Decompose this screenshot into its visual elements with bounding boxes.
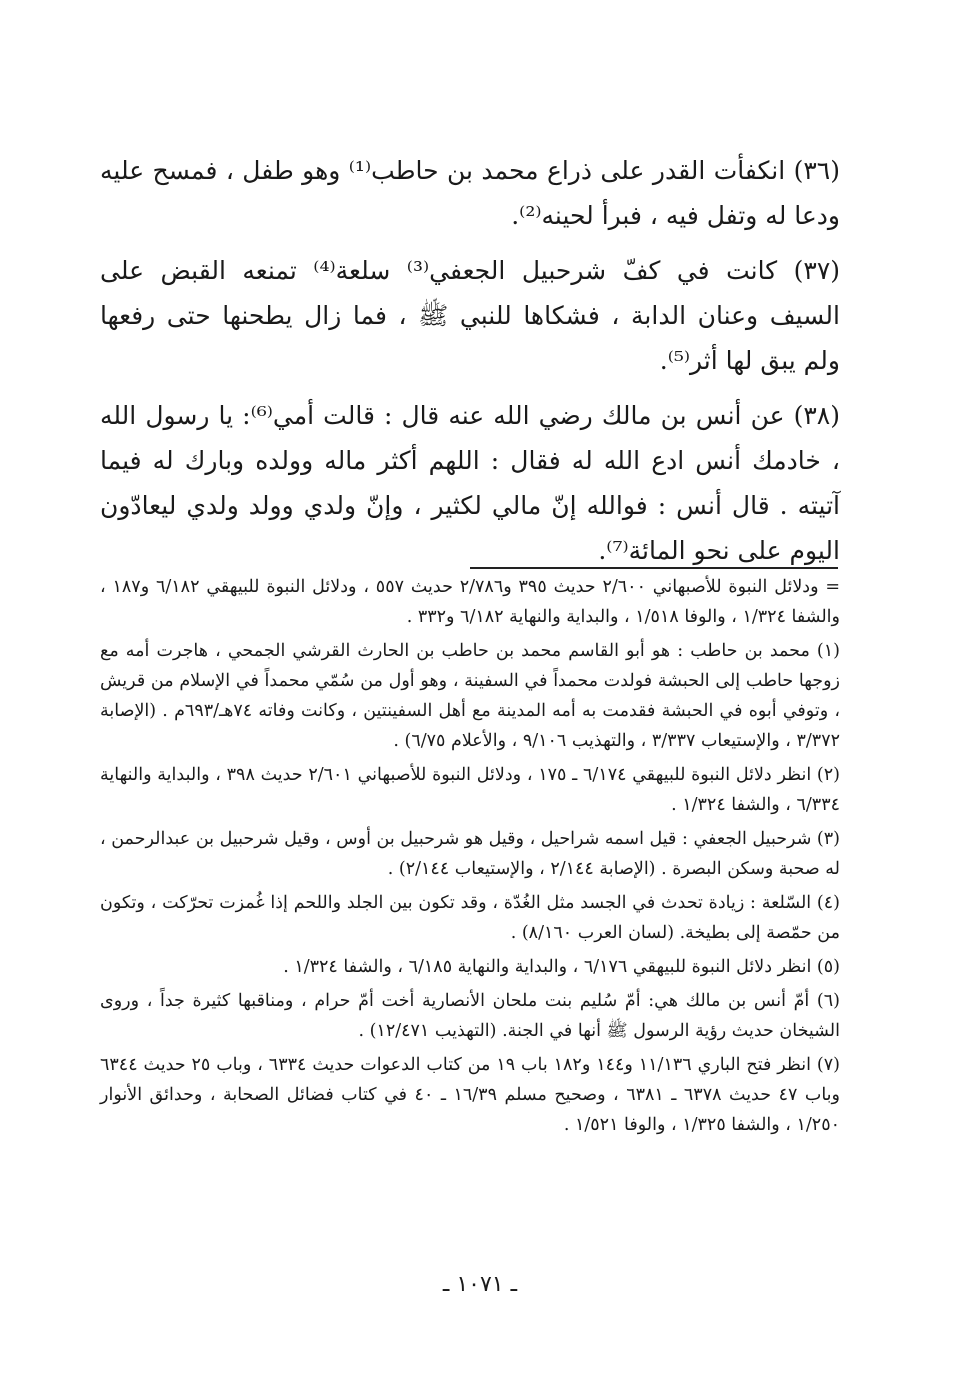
footnote-3: (٣) شرحبيل الجعفي : قيل اسمه شراحيل ، وقيل هو شرحبيل بن أوس ، وقيل شرحبيل بن عبدالرحمن ، له صحبة وسكن البصرة . (الإصابة ٢/١٤٤ ، والإستيعاب ٢/١٤٤) . xyxy=(100,829,840,879)
main-text xyxy=(100,148,840,583)
footnote-divider xyxy=(470,567,838,569)
footnote-5: (٥) انظر دلائل النبوة للبيهقي ٦/١٧٦ ، والبداية والنهاية ٦/١٨٥ ، والشفا ١/٣٢٤ . xyxy=(283,957,840,977)
footnotes xyxy=(100,572,840,1144)
footnote-6: (٦) أمّ أنس بن مالك هي: أمّ سُليم بنت ملحان الأنصارية أخت أمّ حرام ، ومناقبها كثيرة جداً ، وروى الشيخان حديث رؤية الرسول ﷺ أنها في الجنة. (التهذيب ١٢/٤٧١) . xyxy=(100,991,840,1041)
paragraph-36: (٣٦) انكفأت القدر على ذراع محمد بن حاطب⁽¹⁾ وهو طفل ، فمسح عليه ودعا له وتفل فيه ، فبرأ لحينه⁽²⁾. xyxy=(100,156,840,230)
footnote-continuation: = ودلائل النبوة للأصبهاني ٢/٦٠٠ حديث ٣٩٥ و٢/٧٨٦ حديث ٥٥٧ ، ودلائل النبوة للبيهقي ٦/١٨٢ و١٨٧ ، والشفا ١/٣٢٤ ، والوفا ١/٥١٨ ، والبداية والنهاية ٦/١٨٢ و٣٣٢ . xyxy=(100,577,841,627)
footnote-2: (٢) انظر دلائل النبوة للبيهقي ٦/١٧٤ ـ ١٧٥ ، ودلائل النبوة للأصبهاني ٢/٦٠١ حديث ٣٩٨ ، والبداية والنهاية ٦/٣٣٤ ، والشفا ١/٣٢٤ . xyxy=(100,765,840,815)
footnote-7: (٧) انظر فتح الباري ١١/١٣٦ و١٤٤ و١٨٢ باب ١٩ من كتاب الدعوات حديث ٦٣٣٤ ، وباب ٢٥ حديث ٦٣٤٤ وباب ٤٧ حديث ٦٣٧٨ ـ ٦٣٨١ ، وصحيح مسلم ١٦/٣٩ ـ ٤٠ في كتاب فضائل الصحابة ، وحدائق الأنوار ١/٢٥٠ ، والشفا ١/٣٢٥ ، والوفا ١/٥٢١ . xyxy=(100,1055,840,1135)
page-number: ـ ١٠٧١ ـ xyxy=(442,1272,518,1297)
footnote-4: (٤) السّلعة : زيادة تحدث في الجسد مثل الغُدّة ، وقد تكون بين الجلد واللحم إذا غُمزت تحرّكت ، وتكون من حمّصة إلى بطيخة. (لسان العرب ٨/١٦٠) . xyxy=(100,893,840,943)
footnote-1: (١) محمد بن حاطب : هو أبو القاسم محمد بن حاطب بن الحارث القرشي الجمحي ، هاجرت أمه مع زوجها حاطب إلى الحبشة فولدت محمداً في السفينة ، وهو أول من سُمّي محمداً في الإسلام من قريش ، وتوفي أبوه في الحبشة فقدمت به أمه المدينة مع أهل السفينتين ، وكانت وفاته ٧٤هـ/٦٩٣م . (الإصابة ٣/٣٧٢ ، والإستيعاب ٣/٣٣٧ ، والتهذيب ٩/١٠٦ ، والأعلام ٦/٧٥) . xyxy=(100,641,841,751)
paragraph-38: (٣٨) عن أنس بن مالك رضي الله عنه قال : قالت أمي⁽⁶⁾: يا رسول الله ، خادمك أنس ادع الله له فقال : اللهم أكثر ماله وولده وبارك له فيما آتيته . قال أنس : فوالله إنّ مالي لكثير ، وإنّ ولدي وولد ولدي ليعادّون اليوم على نحو المائة⁽⁷⁾. xyxy=(100,401,840,565)
paragraph-37: (٣٧) كانت في كفّ شرحبيل الجعفي⁽³⁾ سلعة⁽⁴⁾ تمنعه القبض على السيف وعنان الدابة ، فشكاها للنبي ﷺ ، فما زال يطحنها حتى رفعها ولم يبق لها أثر⁽⁵⁾. xyxy=(100,256,841,375)
